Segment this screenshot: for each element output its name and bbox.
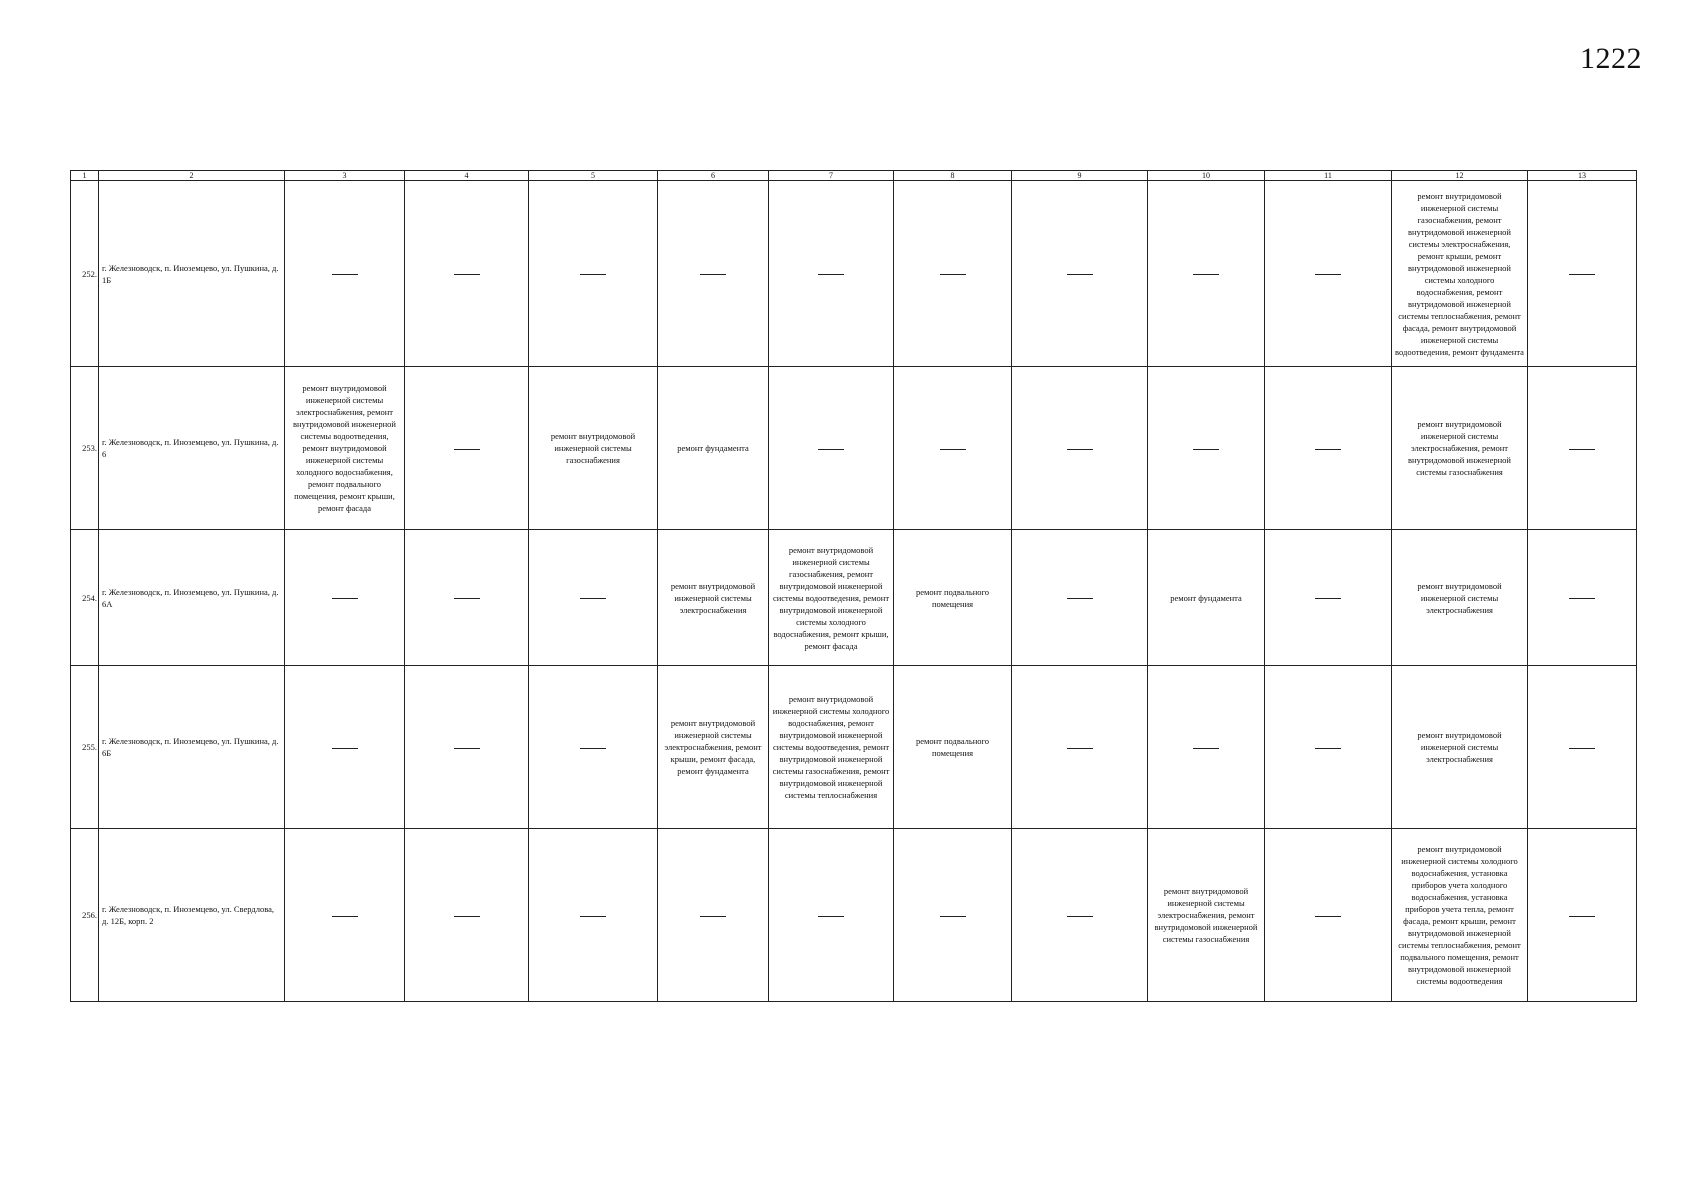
dash-mark — [700, 916, 726, 917]
dash-mark — [818, 274, 844, 275]
empty-cell — [405, 181, 529, 367]
dash-mark — [1315, 274, 1341, 275]
column-number-3: 3 — [285, 171, 405, 181]
empty-cell — [1148, 666, 1265, 829]
empty-cell — [1528, 829, 1637, 1002]
empty-cell — [529, 829, 658, 1002]
empty-cell — [405, 367, 529, 530]
empty-cell — [1528, 530, 1637, 666]
empty-cell — [1265, 530, 1392, 666]
dash-mark — [332, 748, 358, 749]
table-row — [71, 666, 1637, 829]
table-row — [71, 367, 1637, 530]
dash-mark — [1569, 748, 1595, 749]
column-number-12: 12 — [1392, 171, 1528, 181]
empty-cell — [285, 530, 405, 666]
address-cell: г. Железноводск, п. Иноземцево, ул. Свердлова, д. 12Б, корп. 2 — [99, 829, 285, 1002]
empty-cell — [769, 181, 894, 367]
work-type-cell: ремонт внутридомовой инженерной системы электроснабжения — [658, 530, 769, 666]
dash-mark — [454, 748, 480, 749]
empty-cell — [1265, 829, 1392, 1002]
dash-mark — [1569, 916, 1595, 917]
dash-mark — [940, 274, 966, 275]
work-type-cell: ремонт фундамента — [658, 367, 769, 530]
work-type-cell: ремонт внутридомовой инженерной системы газоснабжения, ремонт внутридомовой инженерной системы электроснабжения, ремонт крыши, ремонт внутридомовой инженерной системы холодного водоснабжения, ремонт внутридомовой инженерной системы теплоснабжения, ремонт фасада, ремонт внутридомовой инженерной системы водоотведения, ремонт фундамента — [1392, 181, 1528, 367]
empty-cell — [1528, 367, 1637, 530]
empty-cell — [285, 666, 405, 829]
row-number: 253. — [71, 367, 99, 530]
dash-mark — [454, 598, 480, 599]
work-type-cell: ремонт подвального помещения — [894, 666, 1012, 829]
dash-mark — [332, 274, 358, 275]
dash-mark — [454, 274, 480, 275]
empty-cell — [1012, 181, 1148, 367]
empty-cell — [1265, 181, 1392, 367]
empty-cell — [529, 666, 658, 829]
dash-mark — [1315, 598, 1341, 599]
address-cell: г. Железноводск, п. Иноземцево, ул. Пушкина, д. 6А — [99, 530, 285, 666]
dash-mark — [940, 449, 966, 450]
empty-cell — [658, 181, 769, 367]
empty-cell — [1265, 666, 1392, 829]
work-type-cell: ремонт внутридомовой инженерной системы электроснабжения — [1392, 666, 1528, 829]
row-number: 255. — [71, 666, 99, 829]
work-type-cell: ремонт внутридомовой инженерной системы электроснабжения, ремонт внутридомовой инженерной системы газоснабжения — [1148, 829, 1265, 1002]
dash-mark — [1569, 274, 1595, 275]
repair-schedule-table — [70, 170, 1637, 1002]
column-number-row — [71, 171, 1637, 181]
empty-cell — [529, 530, 658, 666]
dash-mark — [580, 598, 606, 599]
address-cell: г. Железноводск, п. Иноземцево, ул. Пушкина, д. 6 — [99, 367, 285, 530]
dash-mark — [1067, 449, 1093, 450]
empty-cell — [1148, 367, 1265, 530]
column-number-6: 6 — [658, 171, 769, 181]
dash-mark — [1315, 449, 1341, 450]
dash-mark — [580, 916, 606, 917]
dash-mark — [454, 916, 480, 917]
dash-mark — [580, 274, 606, 275]
column-number-9: 9 — [1012, 171, 1148, 181]
empty-cell — [405, 829, 529, 1002]
work-type-cell: ремонт внутридомовой инженерной системы газоснабжения, ремонт внутридомовой инженерной системы водоотведения, ремонт внутридомовой инженерной системы холодного водоснабжения, ремонт крыши, ремонт фасада — [769, 530, 894, 666]
empty-cell — [769, 829, 894, 1002]
work-type-cell: ремонт внутридомовой инженерной системы холодного водоснабжения, ремонт внутридомовой инженерной системы водоотведения, ремонт внутридомовой инженерной системы газоснабжения, ремонт внутридомовой инженерной системы теплоснабжения — [769, 666, 894, 829]
empty-cell — [1012, 829, 1148, 1002]
empty-cell — [285, 829, 405, 1002]
empty-cell — [1012, 666, 1148, 829]
column-number-7: 7 — [769, 171, 894, 181]
dash-mark — [818, 449, 844, 450]
work-type-cell: ремонт внутридомовой инженерной системы электроснабжения, ремонт внутридомовой инженерной системы водоотведения, ремонт внутридомовой инженерной системы холодного водоснабжения, ремонт подвального помещения, ремонт крыши, ремонт фасада — [285, 367, 405, 530]
empty-cell — [1012, 530, 1148, 666]
dash-mark — [1315, 916, 1341, 917]
work-type-cell: ремонт внутридомовой инженерной системы электроснабжения, ремонт внутридомовой инженерной системы газоснабжения — [1392, 367, 1528, 530]
column-number-11: 11 — [1265, 171, 1392, 181]
row-number: 256. — [71, 829, 99, 1002]
row-number: 254. — [71, 530, 99, 666]
empty-cell — [529, 181, 658, 367]
dash-mark — [332, 916, 358, 917]
column-number-5: 5 — [529, 171, 658, 181]
column-number-8: 8 — [894, 171, 1012, 181]
dash-mark — [1193, 449, 1219, 450]
work-type-cell: ремонт внутридомовой инженерной системы электроснабжения — [1392, 530, 1528, 666]
dash-mark — [1067, 598, 1093, 599]
row-number: 252. — [71, 181, 99, 367]
address-cell: г. Железноводск, п. Иноземцево, ул. Пушкина, д. 1Б — [99, 181, 285, 367]
empty-cell — [894, 829, 1012, 1002]
empty-cell — [285, 181, 405, 367]
work-type-cell: ремонт внутридомовой инженерной системы холодного водоснабжения, установка приборов учета холодного водоснабжения, установка приборов учета тепла, ремонт фасада, ремонт крыши, ремонт внутридомовой инженерной системы теплоснабжения, ремонт подвального помещения, ремонт внутридомовой инженерной системы водоотведения — [1392, 829, 1528, 1002]
empty-cell — [1528, 666, 1637, 829]
dash-mark — [1193, 748, 1219, 749]
dash-mark — [940, 916, 966, 917]
page-number: 1222 — [1580, 42, 1642, 75]
table-row — [71, 181, 1637, 367]
dash-mark — [700, 274, 726, 275]
empty-cell — [658, 829, 769, 1002]
address-cell: г. Железноводск, п. Иноземцево, ул. Пушкина, д. 6Б — [99, 666, 285, 829]
empty-cell — [405, 530, 529, 666]
empty-cell — [1012, 367, 1148, 530]
empty-cell — [894, 181, 1012, 367]
column-number-1: 1 — [71, 171, 99, 181]
dash-mark — [1569, 598, 1595, 599]
column-number-2: 2 — [99, 171, 285, 181]
dash-mark — [1067, 274, 1093, 275]
column-number-4: 4 — [405, 171, 529, 181]
empty-cell — [1528, 181, 1637, 367]
empty-cell — [769, 367, 894, 530]
empty-cell — [894, 367, 1012, 530]
dash-mark — [332, 598, 358, 599]
empty-cell — [1265, 367, 1392, 530]
dash-mark — [454, 449, 480, 450]
work-type-cell: ремонт внутридомовой инженерной системы электроснабжения, ремонт крыши, ремонт фасада, ремонт фундамента — [658, 666, 769, 829]
dash-mark — [1315, 748, 1341, 749]
table-row — [71, 530, 1637, 666]
empty-cell — [1148, 181, 1265, 367]
dash-mark — [1067, 916, 1093, 917]
work-type-cell: ремонт фундамента — [1148, 530, 1265, 666]
dash-mark — [1193, 274, 1219, 275]
table-row — [71, 829, 1637, 1002]
empty-cell — [405, 666, 529, 829]
dash-mark — [1569, 449, 1595, 450]
dash-mark — [1067, 748, 1093, 749]
dash-mark — [580, 748, 606, 749]
work-type-cell: ремонт внутридомовой инженерной системы газоснабжения — [529, 367, 658, 530]
dash-mark — [818, 916, 844, 917]
column-number-10: 10 — [1148, 171, 1265, 181]
work-type-cell: ремонт подвального помещения — [894, 530, 1012, 666]
column-number-13: 13 — [1528, 171, 1637, 181]
